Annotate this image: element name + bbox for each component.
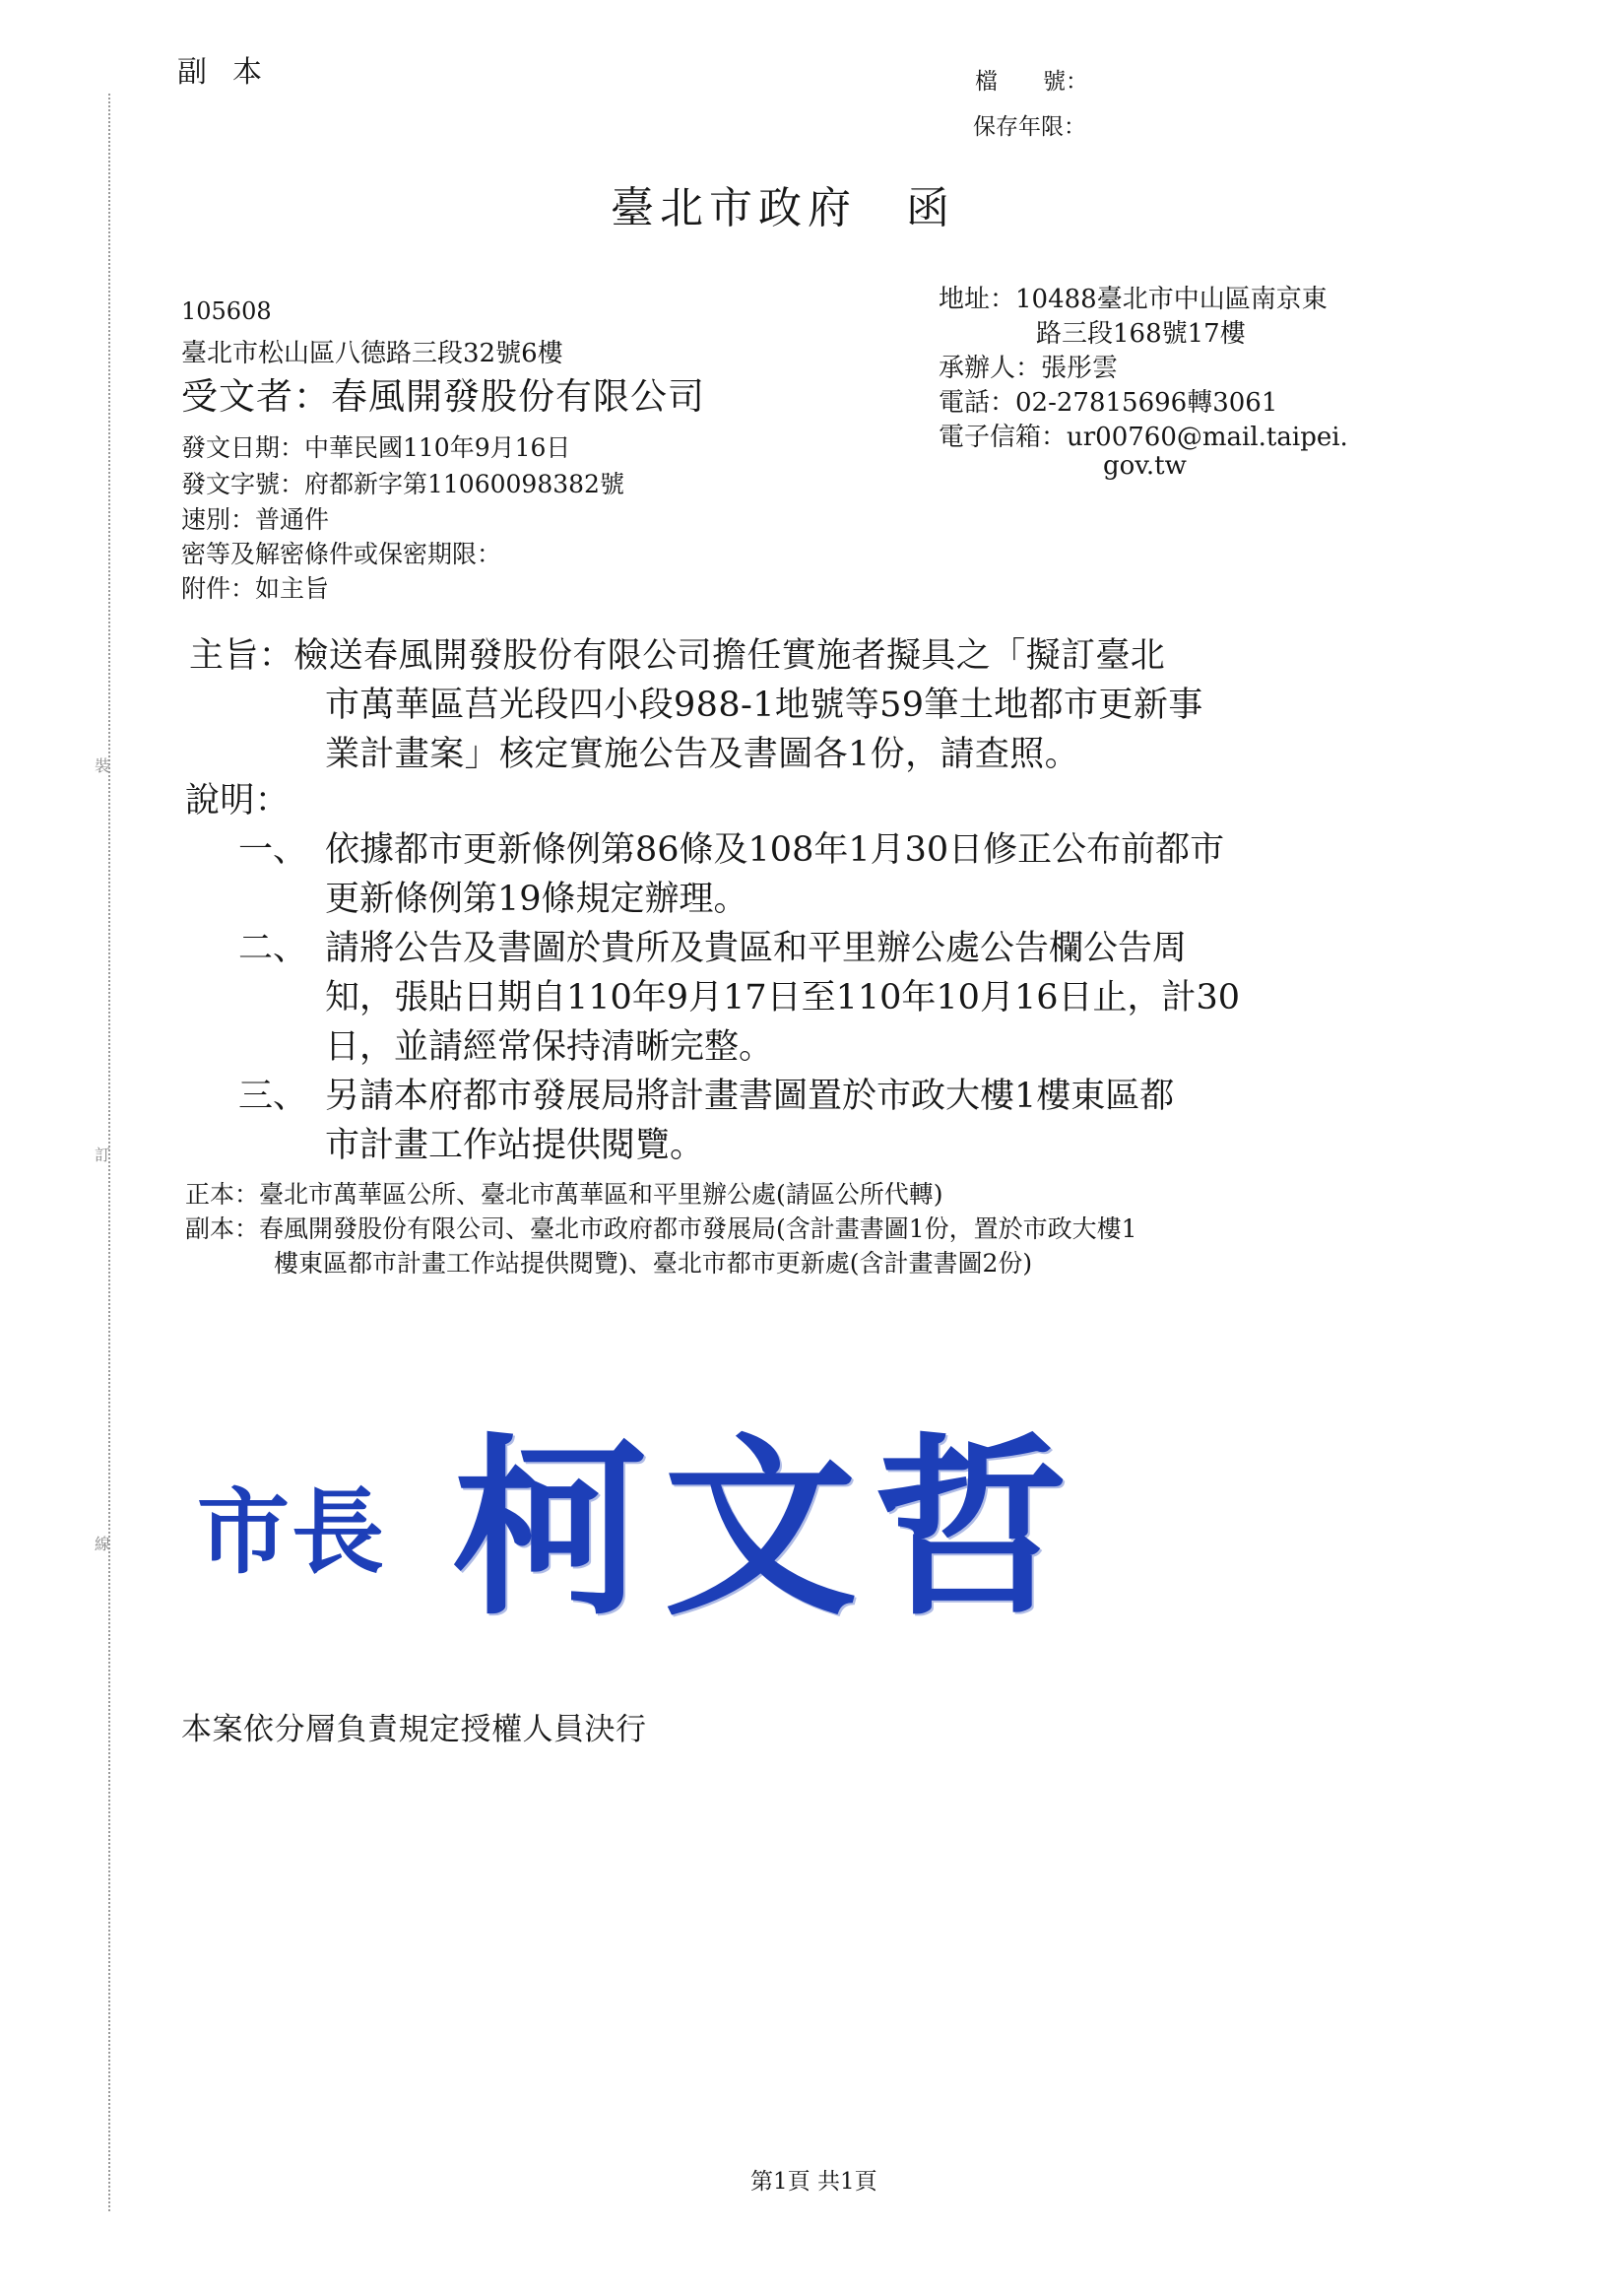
binding-mark-xian: 線 (95, 1535, 111, 1553)
email-line1: 電子信箱：ur00760@mail.taipei. (939, 423, 1348, 452)
subject-line3: 業計畫案」核定實施公告及書圖各1份，請查照。 (325, 735, 1080, 774)
signature-name: 柯文哲 (453, 1417, 1086, 1642)
distribution-copy-line2: 樓東區都市計畫工作站提供閱覽)、臺北市都市更新處(含計畫書圖2份) (274, 1249, 1033, 1278)
copy-mark: 副本 (177, 55, 288, 90)
subject-line1: 主旨：檢送春風開發股份有限公司擔任實施者擬具之「擬訂臺北 (189, 636, 1166, 676)
secrecy-level: 密等及解密條件或保密期限： (181, 540, 502, 568)
binding-mark-zhuang: 裝 (95, 756, 111, 775)
file-number-label: 檔 號： (975, 69, 1088, 95)
binding-mark-ding: 訂 (95, 1146, 111, 1164)
explanation-item-1-line1: 依據都市更新條例第86條及108年1月30日修正公布前都市 (325, 830, 1225, 870)
recipient-postal-code: 105608 (181, 297, 272, 325)
explanation-item-2-line1: 請將公告及書圖於貴所及貴區和平里辦公處公告欄公告周 (325, 929, 1188, 968)
explanation-item-2-line3: 日，並請經常保持清晰完整。 (325, 1027, 774, 1067)
signature-title: 市長 (197, 1479, 387, 1587)
explanation-item-3-number: 三、 (238, 1077, 308, 1116)
recipient-address: 臺北市松山區八德路三段32號6樓 (181, 339, 563, 368)
explanation-label: 說明： (185, 781, 291, 820)
explanation-item-1-line2: 更新條例第19條規定辦理。 (325, 880, 748, 919)
email-line2: gov.tw (1103, 451, 1187, 481)
explanation-item-3-line1: 另請本府都市發展局將計畫書圖置於市政大樓1樓東區都 (325, 1077, 1175, 1116)
page-number: 第1頁 共1頁 (750, 2169, 877, 2195)
explanation-item-3-line2: 市計畫工作站提供閱覽。 (325, 1126, 705, 1165)
distribution-original: 正本：臺北市萬華區公所、臺北市萬華區和平里辦公處(請區公所代轉) (185, 1180, 943, 1209)
retention-period-label: 保存年限： (973, 114, 1086, 140)
issue-date: 發文日期：中華民國110年9月16日 (181, 433, 571, 462)
recipient-name: 受文者：春風開發股份有限公司 (181, 375, 705, 418)
delivery-speed: 速別：普通件 (181, 505, 330, 534)
authorization-note: 本案依分層負責規定授權人員決行 (181, 1712, 647, 1747)
explanation-item-2-line2: 知，張貼日期自110年9月17日至110年10月16日止，計30 (325, 978, 1241, 1017)
document-title: 臺北市政府 函 (611, 183, 955, 233)
document-number: 發文字號：府都新字第11060098382號 (181, 470, 624, 498)
explanation-item-1-number: 一、 (238, 830, 308, 870)
sender-address-line1: 地址：10488臺北市中山區南京東 (939, 285, 1328, 314)
explanation-item-2-number: 二、 (238, 929, 308, 968)
distribution-copy-line1: 副本：春風開發股份有限公司、臺北市政府都市發展局(含計畫書圖1份，置於市政大樓1 (185, 1214, 1137, 1243)
phone: 電話：02-27815696轉3061 (939, 388, 1278, 418)
sender-address-line2: 路三段168號17樓 (1036, 319, 1246, 349)
attachment: 附件：如主旨 (181, 574, 330, 603)
subject-line2: 市萬華區莒光段四小段988-1地號等59筆土地都市更新事 (325, 686, 1203, 725)
handler: 承辦人：張彤雲 (939, 354, 1119, 383)
